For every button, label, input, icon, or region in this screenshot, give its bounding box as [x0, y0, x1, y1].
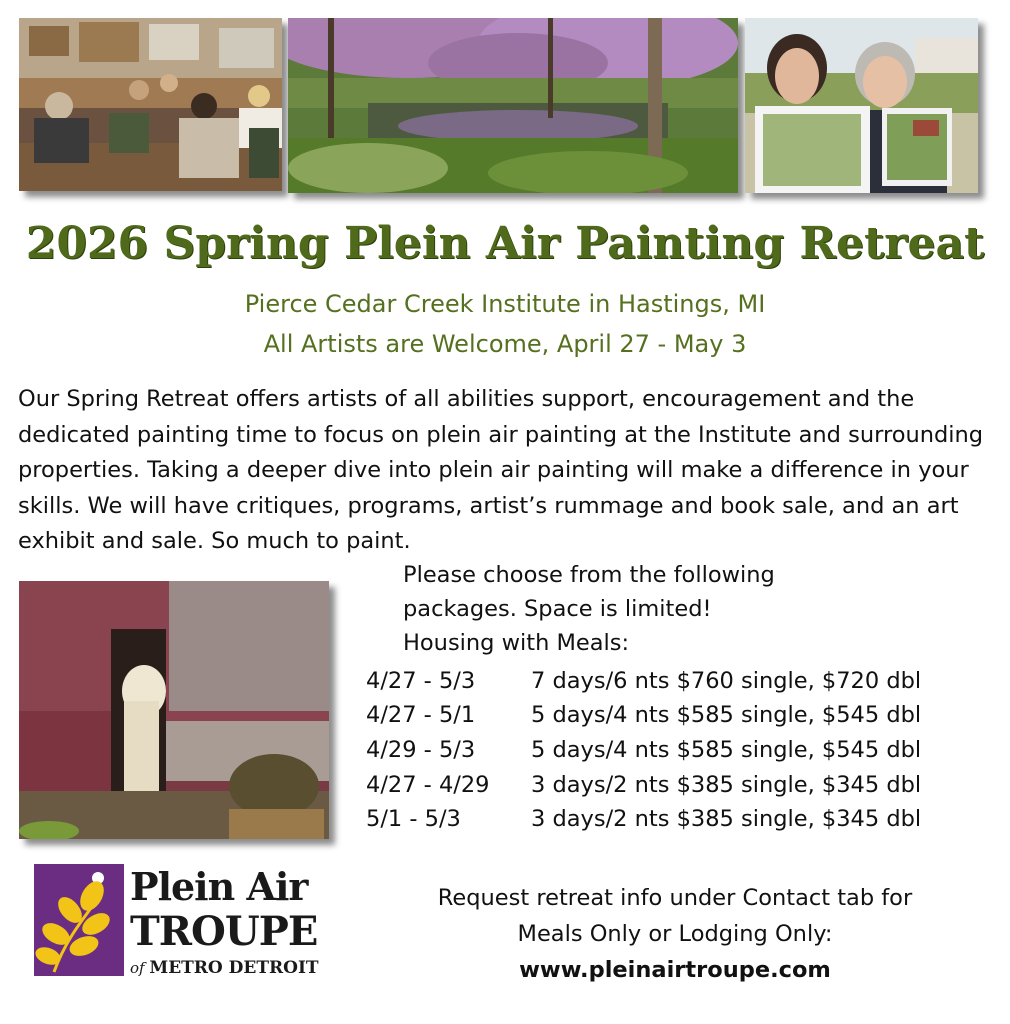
- package-description: 5 days/4 nts $585 single, $545 dbl: [531, 702, 922, 728]
- website-link[interactable]: www.pleinairtroupe.com: [519, 957, 831, 983]
- package-dates: 4/29 - 5/3: [366, 737, 476, 763]
- contact-info: [370, 880, 980, 988]
- package-dates: 4/27 - 5/3: [366, 668, 476, 694]
- logo-metro-detroit: METRO DETROIT: [149, 958, 319, 978]
- package-description: 3 days/2 nts $385 single, $345 dbl: [531, 806, 922, 832]
- package-dates: 4/27 - 5/1: [366, 702, 476, 728]
- photo-barn-calf: [19, 581, 329, 839]
- packages-intro-line2: packages. Space is limited!: [403, 596, 712, 622]
- package-description: 5 days/4 nts $585 single, $545 dbl: [531, 737, 922, 763]
- leaf-icon: [34, 864, 124, 976]
- package-description: 3 days/2 nts $385 single, $345 dbl: [531, 772, 922, 798]
- intro-paragraph: Our Spring Retreat offers artists of all abilities support, encouragement and the dedicated painting time to focus on plein air painting at the Institute and surrounding properties. Taking a deeper dive into plein air painting will make a difference in your skills. We will have critiques, programs, artist’s rummage and book sale, and an art exhibit and sale. So much to paint.: [18, 386, 984, 554]
- page-title: 2026 Spring Plein Air Painting Retreat: [25, 218, 985, 269]
- logo-text-line3: [130, 958, 319, 978]
- photo-two-artists: [745, 18, 978, 193]
- logo-text-line2: TROUPE: [130, 908, 318, 955]
- package-dates: 4/27 - 4/29: [366, 772, 490, 798]
- logo-of: of: [130, 959, 145, 977]
- photo-redbud-creek: [288, 18, 738, 193]
- housing-heading: Housing with Meals:: [403, 630, 630, 656]
- packages-intro-line1: Please choose from the following: [403, 562, 775, 588]
- package-description: 7 days/6 nts $760 single, $720 dbl: [531, 668, 922, 694]
- contact-line1: Request retreat info under Contact tab for: [437, 885, 913, 911]
- location-subtitle: Pierce Cedar Creek Institute in Hastings, MI: [244, 290, 766, 318]
- photo-classroom: [19, 18, 282, 191]
- plein-air-troupe-logo: [30, 862, 330, 980]
- logo-leaf-badge: [34, 864, 124, 976]
- dates-subtitle: All Artists are Welcome, April 27 - May 3: [263, 330, 747, 358]
- logo-text-line1: Plein Air: [130, 864, 308, 909]
- contact-line2: Meals Only or Lodging Only:: [517, 921, 833, 947]
- package-dates: 5/1 - 5/3: [366, 806, 461, 832]
